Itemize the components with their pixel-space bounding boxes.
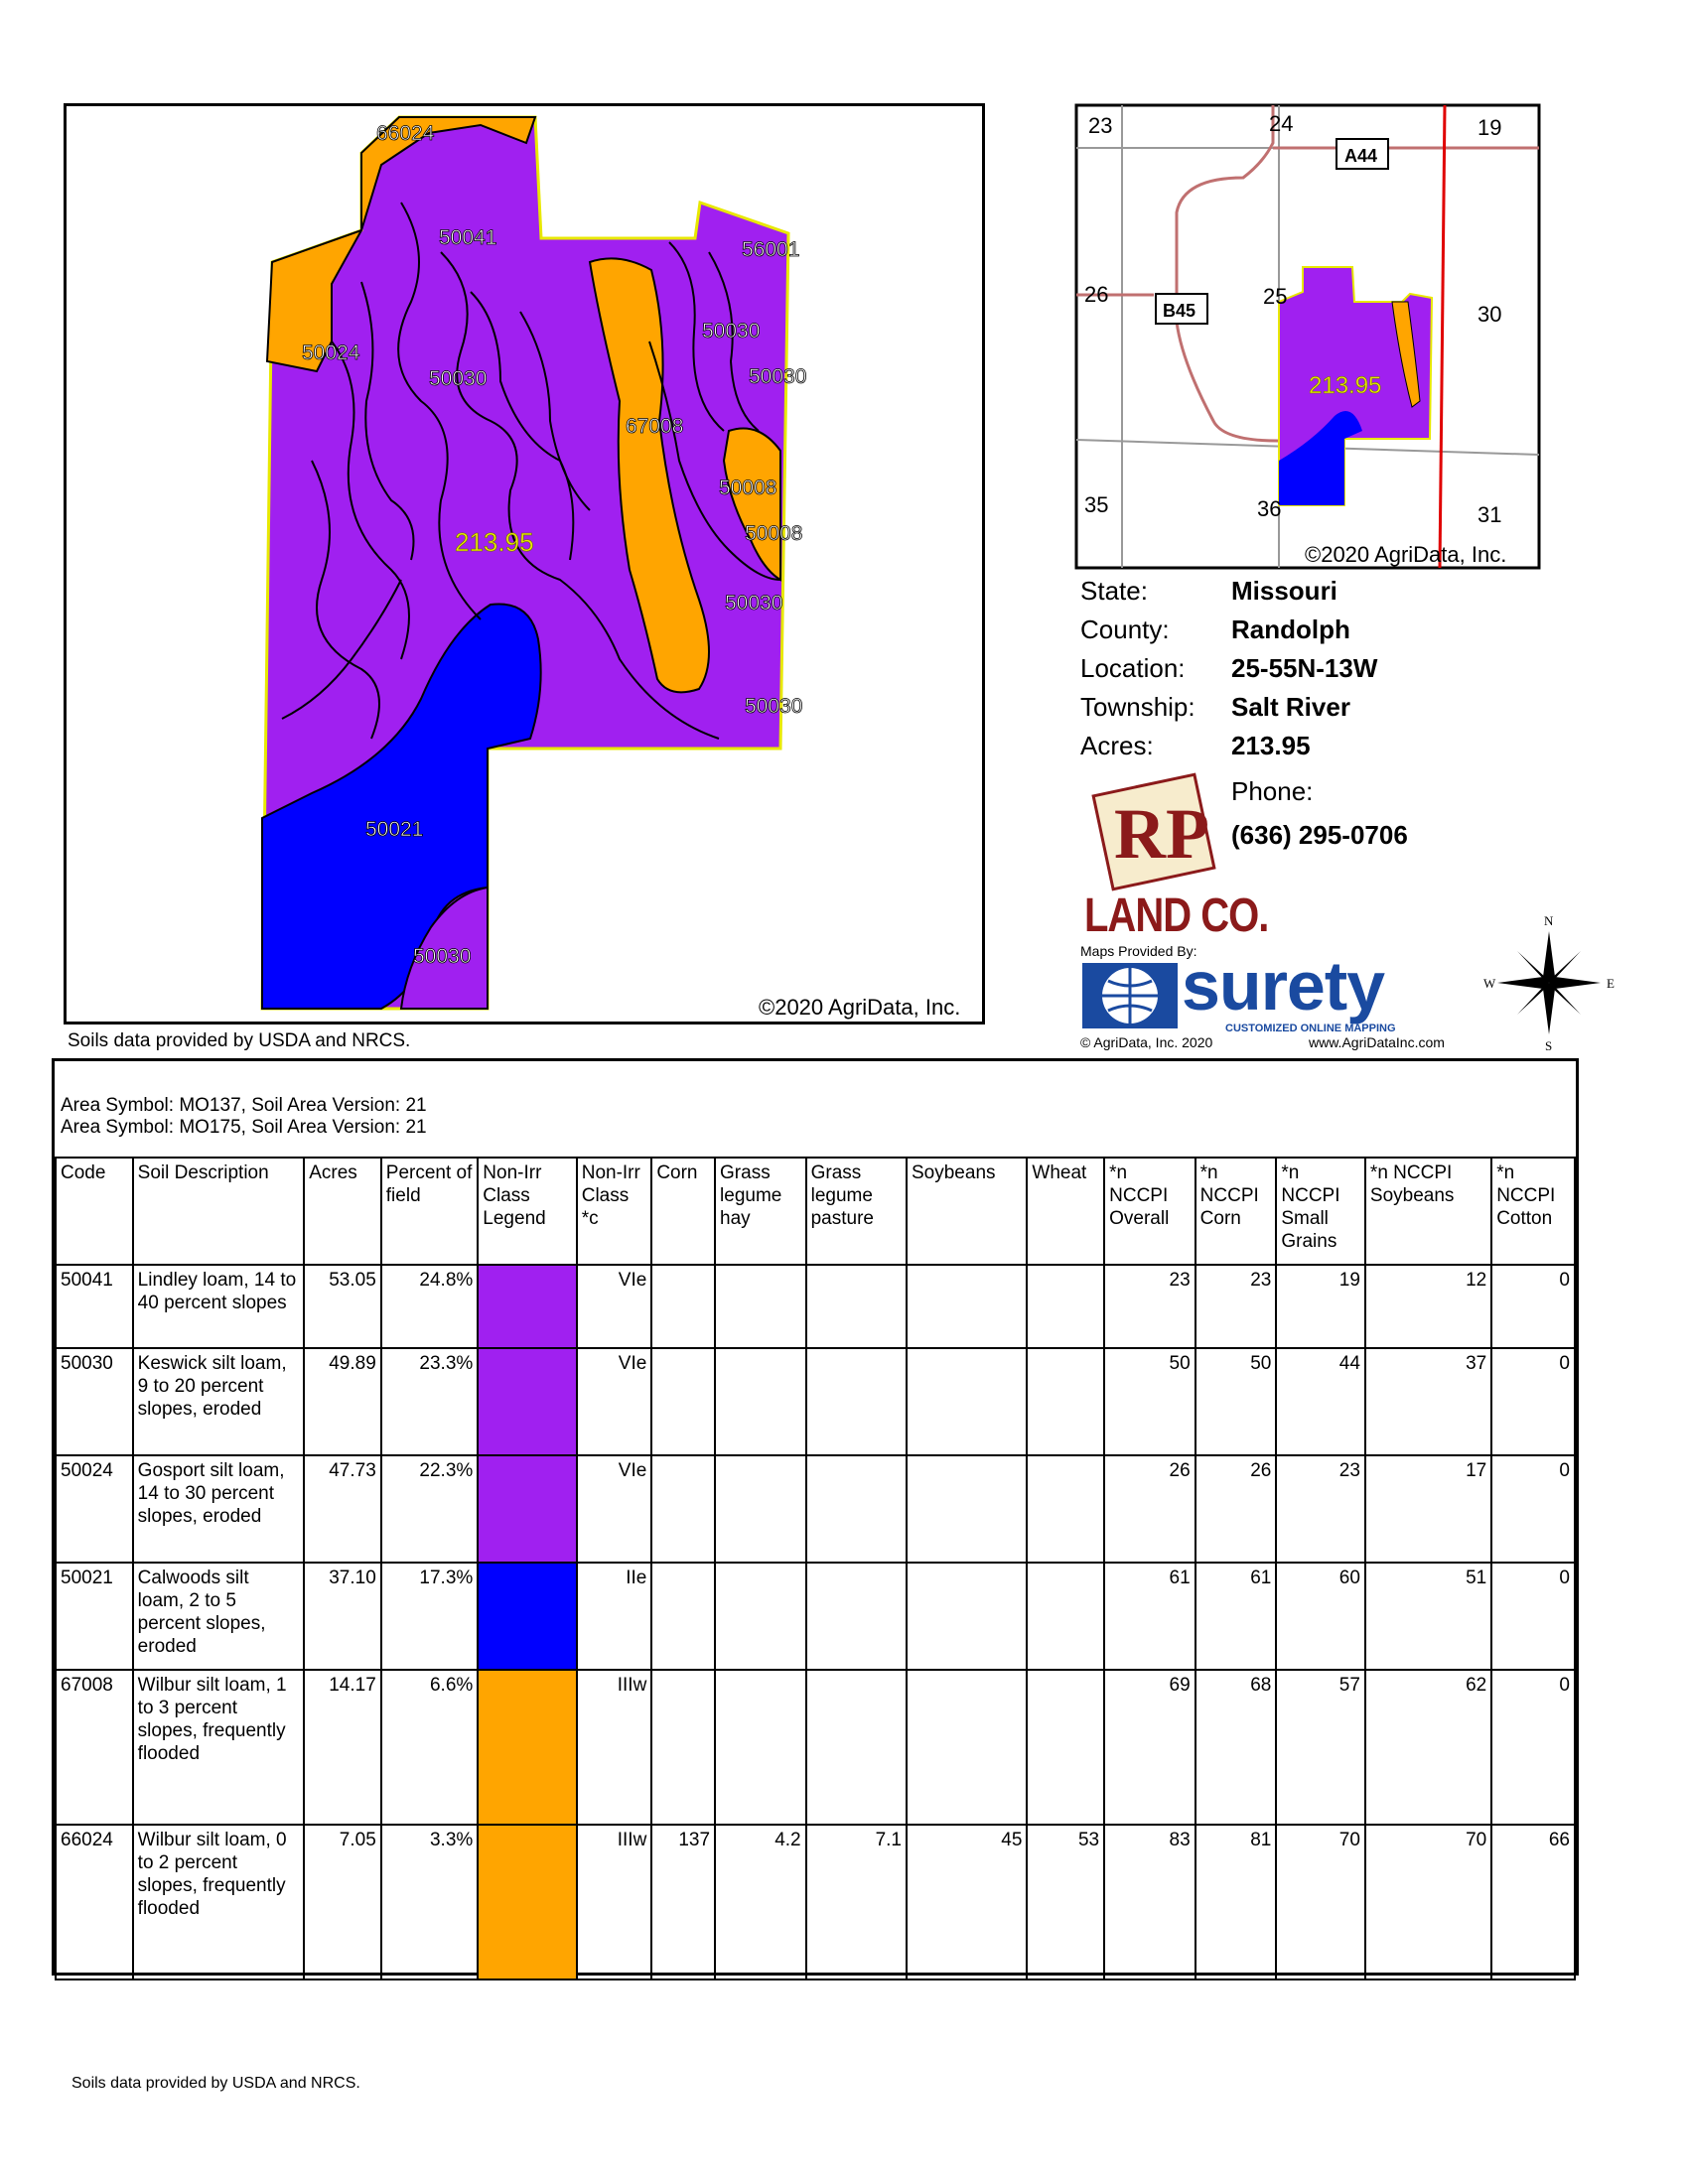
info-value-location: 25-55N-13W bbox=[1231, 653, 1378, 683]
class-legend-swatch bbox=[478, 1348, 576, 1455]
land-co-text: LAND CO. bbox=[1084, 889, 1269, 942]
map-label: 50030 bbox=[413, 945, 472, 968]
cell-n_corn: 26 bbox=[1196, 1455, 1277, 1563]
map-label: 56001 bbox=[742, 238, 800, 261]
cell-n_soy: 62 bbox=[1365, 1670, 1491, 1825]
class-legend-swatch bbox=[478, 1265, 576, 1348]
cell-pct: 22.3% bbox=[381, 1455, 479, 1563]
info-label-acres: Acres: bbox=[1080, 731, 1154, 760]
class-legend-swatch bbox=[478, 1563, 576, 1670]
table-header-row bbox=[56, 1158, 1575, 1265]
location-map-svg bbox=[1074, 103, 1541, 570]
cell-n_corn: 68 bbox=[1196, 1670, 1277, 1825]
agridata-url: www.AgriDataInc.com bbox=[1309, 1034, 1445, 1050]
cell-n_cotton: 0 bbox=[1491, 1670, 1575, 1825]
col-header: Grass legume hay bbox=[715, 1158, 806, 1265]
area-symbol: Area Symbol: MO175, Soil Area Version: 21 bbox=[61, 1117, 427, 1138]
col-header: Percent of field bbox=[381, 1158, 479, 1265]
maps-provided-by: Maps Provided By: bbox=[1080, 943, 1197, 959]
footer-note: Soils data provided by USDA and NRCS. bbox=[71, 2075, 360, 2092]
road-label-a44: A44 bbox=[1344, 146, 1378, 166]
cell-corn bbox=[651, 1348, 715, 1455]
cell-n_soy: 17 bbox=[1365, 1455, 1491, 1563]
map-label: 50041 bbox=[439, 226, 497, 249]
cell-soy bbox=[907, 1348, 1027, 1455]
col-header: *n NCCPI Soybeans bbox=[1365, 1158, 1491, 1265]
cell-pasture bbox=[806, 1265, 907, 1348]
cell-desc: Gosport silt loam, 14 to 30 percent slopes, eroded bbox=[133, 1455, 305, 1563]
col-header: Grass legume pasture bbox=[806, 1158, 907, 1265]
cell-n_overall: 61 bbox=[1104, 1563, 1196, 1670]
cell-desc: Calwoods silt loam, 2 to 5 percent slopes, eroded bbox=[133, 1563, 305, 1670]
soil-table bbox=[55, 1157, 1576, 1980]
surety-wordmark: surety bbox=[1182, 947, 1385, 1024]
rp-logo-icon bbox=[1084, 772, 1223, 891]
svg-text:N: N bbox=[1544, 913, 1554, 928]
class-legend-swatch bbox=[478, 1455, 576, 1563]
cell-n_soy: 37 bbox=[1365, 1348, 1491, 1455]
soil-table-panel bbox=[52, 1058, 1579, 1976]
cell-corn bbox=[651, 1670, 715, 1825]
cell-n_corn: 23 bbox=[1196, 1265, 1277, 1348]
location-map bbox=[1074, 103, 1541, 570]
col-header: Wheat bbox=[1027, 1158, 1104, 1265]
class-legend-swatch bbox=[478, 1825, 576, 1979]
info-value-township: Salt River bbox=[1231, 692, 1350, 722]
soil-map-svg bbox=[64, 103, 985, 1024]
phone-value: (636) 295-0706 bbox=[1231, 820, 1408, 850]
table-row bbox=[56, 1348, 1575, 1455]
table-row bbox=[56, 1670, 1575, 1825]
phone-label: Phone: bbox=[1231, 776, 1314, 806]
cell-n_overall: 50 bbox=[1104, 1348, 1196, 1455]
surety-tagline: CUSTOMIZED ONLINE MAPPING bbox=[1225, 1023, 1396, 1034]
map-label: 50024 bbox=[302, 341, 360, 364]
acres-label: 213.95 bbox=[455, 527, 534, 557]
cell-n_overall: 23 bbox=[1104, 1265, 1196, 1348]
class-legend-swatch bbox=[478, 1670, 576, 1825]
cell-soy bbox=[907, 1670, 1027, 1825]
cell-n_cotton: 0 bbox=[1491, 1563, 1575, 1670]
cell-n_small: 23 bbox=[1276, 1455, 1365, 1563]
cell-cls: IIe bbox=[577, 1563, 652, 1670]
cell-n_corn: 50 bbox=[1196, 1348, 1277, 1455]
cell-code: 67008 bbox=[56, 1670, 133, 1825]
col-header: *n NCCPI Cotton bbox=[1491, 1158, 1575, 1265]
cell-pct: 24.8% bbox=[381, 1265, 479, 1348]
col-header: *n NCCPI Corn bbox=[1196, 1158, 1277, 1265]
cell-n_cotton: 66 bbox=[1491, 1825, 1575, 1979]
cell-code: 50021 bbox=[56, 1563, 133, 1670]
map-label: 67008 bbox=[626, 415, 684, 438]
info-value-state: Missouri bbox=[1231, 576, 1337, 606]
cell-pasture bbox=[806, 1348, 907, 1455]
section-number: 30 bbox=[1477, 302, 1502, 327]
cell-n_soy: 12 bbox=[1365, 1265, 1491, 1348]
cell-n_small: 44 bbox=[1276, 1348, 1365, 1455]
cell-n_overall: 26 bbox=[1104, 1455, 1196, 1563]
cell-n_small: 19 bbox=[1276, 1265, 1365, 1348]
info-label-state: State: bbox=[1080, 576, 1148, 606]
col-header: Soil Description bbox=[133, 1158, 305, 1265]
cell-soy bbox=[907, 1563, 1027, 1670]
globe-icon bbox=[1080, 961, 1180, 1030]
map-label: 50030 bbox=[749, 365, 807, 388]
cell-desc: Wilbur silt loam, 1 to 3 percent slopes, frequently flooded bbox=[133, 1670, 305, 1825]
cell-cls: VIe bbox=[577, 1265, 652, 1348]
cell-n_small: 60 bbox=[1276, 1563, 1365, 1670]
map-label: 50021 bbox=[365, 818, 424, 841]
table-row bbox=[56, 1563, 1575, 1670]
cell-n_corn: 61 bbox=[1196, 1563, 1277, 1670]
cell-corn: 137 bbox=[651, 1825, 715, 1979]
cell-wheat: 53 bbox=[1027, 1825, 1104, 1979]
map-label: 50008 bbox=[719, 477, 777, 499]
col-header: Acres bbox=[304, 1158, 381, 1265]
cell-acres: 14.17 bbox=[304, 1670, 381, 1825]
cell-acres: 53.05 bbox=[304, 1265, 381, 1348]
cell-n_corn: 81 bbox=[1196, 1825, 1277, 1979]
cell-soy bbox=[907, 1455, 1027, 1563]
compass-icon bbox=[1479, 913, 1618, 1052]
info-value-county: Randolph bbox=[1231, 614, 1350, 644]
map-label: 66024 bbox=[376, 122, 435, 145]
agridata-copyright: © AgriData, Inc. 2020 bbox=[1080, 1034, 1213, 1050]
svg-text:RP: RP bbox=[1114, 794, 1209, 874]
col-header: *n NCCPI Small Grains bbox=[1276, 1158, 1365, 1265]
cell-acres: 47.73 bbox=[304, 1455, 381, 1563]
compass-rose bbox=[1479, 913, 1618, 1052]
info-value-acres: 213.95 bbox=[1231, 731, 1311, 760]
svg-text:W: W bbox=[1483, 976, 1496, 991]
info-label-county: County: bbox=[1080, 614, 1170, 644]
cell-desc: Wilbur silt loam, 0 to 2 percent slopes, frequently flooded bbox=[133, 1825, 305, 1979]
road-label-b45: B45 bbox=[1163, 301, 1196, 321]
cell-acres: 37.10 bbox=[304, 1563, 381, 1670]
table-row bbox=[56, 1265, 1575, 1348]
cell-desc: Lindley loam, 14 to 40 percent slopes bbox=[133, 1265, 305, 1348]
section-number: 24 bbox=[1269, 111, 1294, 136]
cell-hay bbox=[715, 1348, 806, 1455]
cell-wheat bbox=[1027, 1455, 1104, 1563]
cell-pct: 6.6% bbox=[381, 1670, 479, 1825]
soil-map bbox=[64, 103, 985, 1024]
cell-cls: VIe bbox=[577, 1348, 652, 1455]
cell-hay bbox=[715, 1563, 806, 1670]
map-label: 50030 bbox=[725, 592, 783, 614]
section-number: 26 bbox=[1084, 282, 1109, 307]
cell-n_cotton: 0 bbox=[1491, 1348, 1575, 1455]
map-label: 50008 bbox=[745, 522, 803, 545]
cell-code: 50041 bbox=[56, 1265, 133, 1348]
col-header: Non-Irr Class Legend bbox=[478, 1158, 576, 1265]
svg-text:E: E bbox=[1607, 976, 1615, 991]
cell-code: 50024 bbox=[56, 1455, 133, 1563]
cell-n_cotton: 0 bbox=[1491, 1455, 1575, 1563]
cell-n_soy: 51 bbox=[1365, 1563, 1491, 1670]
section-number: 31 bbox=[1477, 502, 1502, 527]
cell-acres: 7.05 bbox=[304, 1825, 381, 1979]
section-number: 35 bbox=[1084, 492, 1109, 517]
rp-land-co-logo bbox=[1084, 772, 1269, 942]
area-symbol: Area Symbol: MO137, Soil Area Version: 21 bbox=[61, 1095, 427, 1116]
section-number: 23 bbox=[1088, 113, 1113, 138]
cell-corn bbox=[651, 1563, 715, 1670]
cell-cls: VIe bbox=[577, 1455, 652, 1563]
cell-hay bbox=[715, 1455, 806, 1563]
section-number: 25 bbox=[1263, 284, 1288, 309]
cell-pasture bbox=[806, 1563, 907, 1670]
svg-text:S: S bbox=[1545, 1038, 1553, 1052]
cell-wheat bbox=[1027, 1563, 1104, 1670]
info-label-location: Location: bbox=[1080, 653, 1186, 683]
col-header: Corn bbox=[651, 1158, 715, 1265]
cell-pct: 17.3% bbox=[381, 1563, 479, 1670]
cell-pct: 3.3% bbox=[381, 1825, 479, 1979]
soils-credit: Soils data provided by USDA and NRCS. bbox=[68, 1030, 411, 1051]
cell-pct: 23.3% bbox=[381, 1348, 479, 1455]
cell-wheat bbox=[1027, 1265, 1104, 1348]
info-label-township: Township: bbox=[1080, 692, 1196, 722]
col-header: Code bbox=[56, 1158, 133, 1265]
map-label: 50030 bbox=[429, 367, 488, 390]
cell-hay bbox=[715, 1670, 806, 1825]
cell-n_soy: 70 bbox=[1365, 1825, 1491, 1979]
cell-n_small: 70 bbox=[1276, 1825, 1365, 1979]
cell-n_overall: 83 bbox=[1104, 1825, 1196, 1979]
surety-logo bbox=[1080, 943, 1458, 1052]
cell-soy bbox=[907, 1265, 1027, 1348]
cell-n_cotton: 0 bbox=[1491, 1265, 1575, 1348]
cell-corn bbox=[651, 1265, 715, 1348]
col-header: Soybeans bbox=[907, 1158, 1027, 1265]
cell-hay bbox=[715, 1265, 806, 1348]
cell-code: 50030 bbox=[56, 1348, 133, 1455]
map-copyright: ©2020 AgriData, Inc. bbox=[759, 995, 961, 1020]
map-label: 50030 bbox=[702, 320, 761, 342]
location-copyright: ©2020 AgriData, Inc. bbox=[1305, 542, 1507, 567]
section-number: 36 bbox=[1257, 496, 1282, 521]
table-row bbox=[56, 1455, 1575, 1563]
cell-corn bbox=[651, 1455, 715, 1563]
cell-n_overall: 69 bbox=[1104, 1670, 1196, 1825]
cell-n_small: 57 bbox=[1276, 1670, 1365, 1825]
cell-desc: Keswick silt loam, 9 to 20 percent slopes, eroded bbox=[133, 1348, 305, 1455]
cell-wheat bbox=[1027, 1670, 1104, 1825]
table-row bbox=[56, 1825, 1575, 1979]
cell-wheat bbox=[1027, 1348, 1104, 1455]
cell-soy: 45 bbox=[907, 1825, 1027, 1979]
mini-acres-label: 213.95 bbox=[1309, 372, 1382, 399]
cell-pasture: 7.1 bbox=[806, 1825, 907, 1979]
map-label: 50030 bbox=[745, 695, 803, 718]
cell-acres: 49.89 bbox=[304, 1348, 381, 1455]
cell-cls: IIIw bbox=[577, 1825, 652, 1979]
col-header: Non-Irr Class *c bbox=[577, 1158, 652, 1265]
cell-pasture bbox=[806, 1455, 907, 1563]
cell-cls: IIIw bbox=[577, 1670, 652, 1825]
col-header: *n NCCPI Overall bbox=[1104, 1158, 1196, 1265]
cell-hay: 4.2 bbox=[715, 1825, 806, 1979]
cell-code: 66024 bbox=[56, 1825, 133, 1979]
cell-pasture bbox=[806, 1670, 907, 1825]
section-number: 19 bbox=[1477, 115, 1502, 140]
